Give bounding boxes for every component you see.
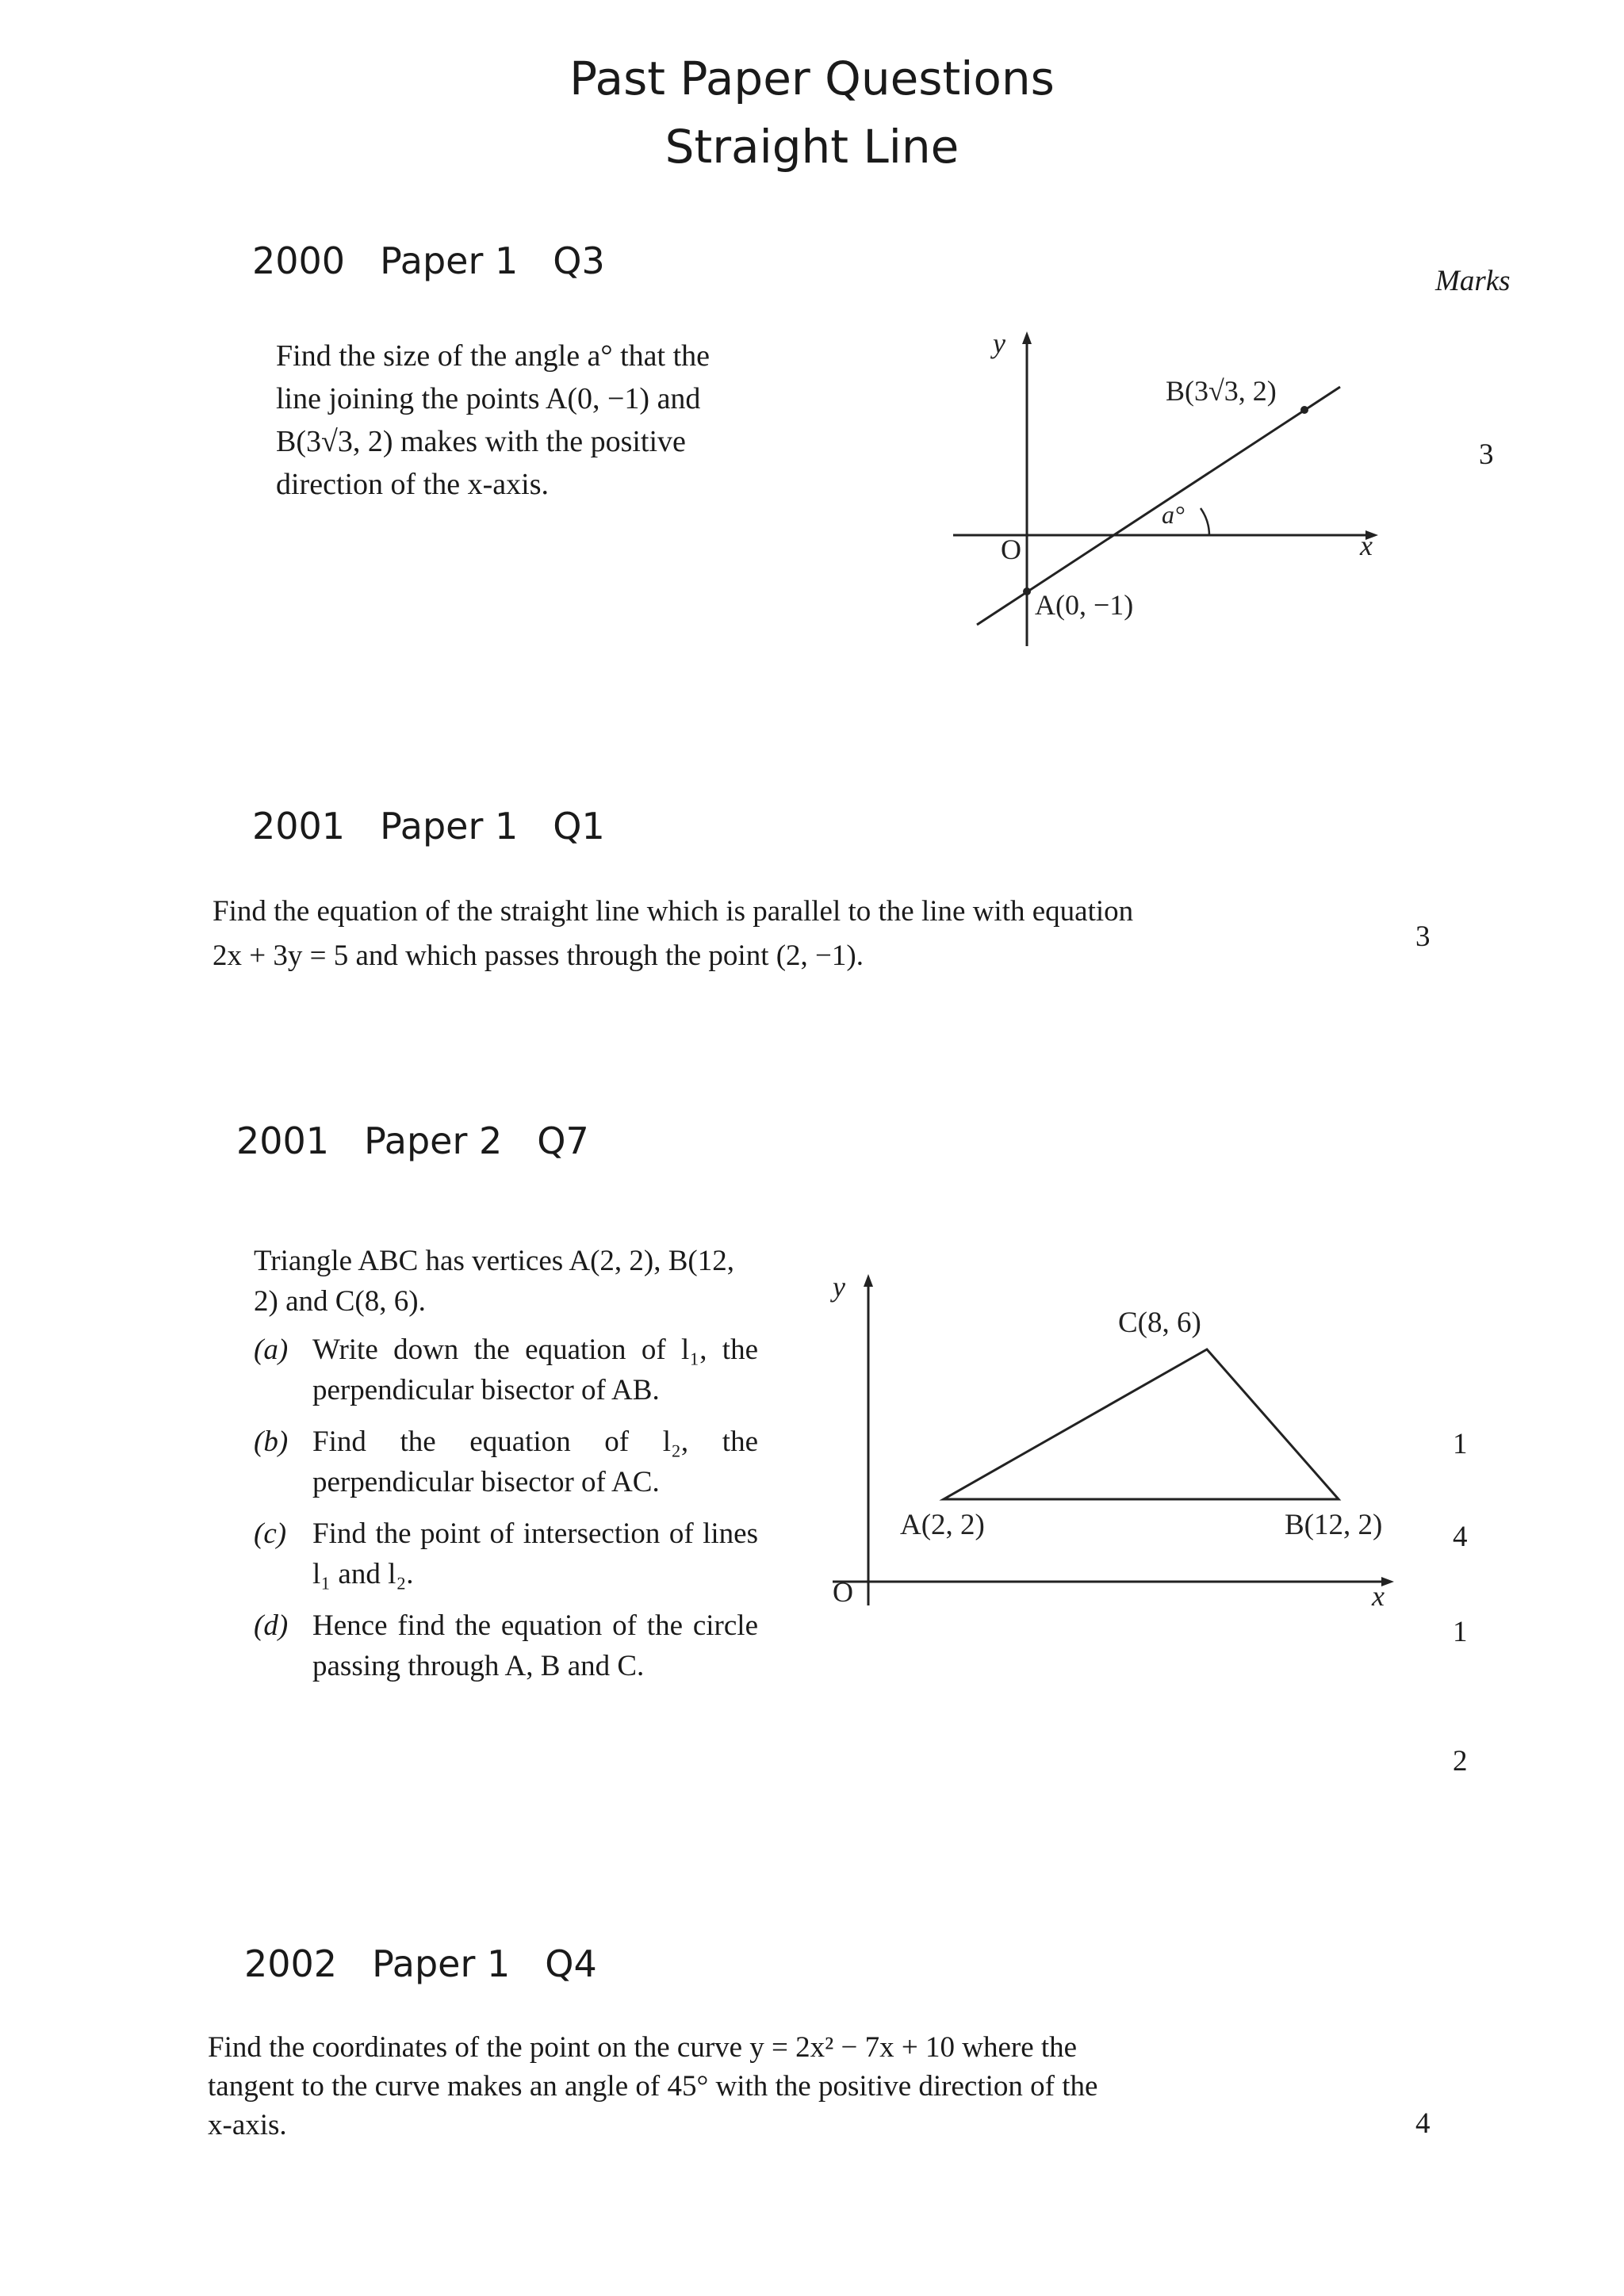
question-line: x-axis. [208, 2109, 287, 2141]
question-part [254, 1330, 758, 1410]
question-year: 2001 [252, 805, 346, 848]
question-part [254, 1513, 758, 1594]
question-line: B(3√3, 2) makes with the positive [276, 425, 686, 458]
question-line: tangent to the curve makes an angle of 45° with the positive direction of the [208, 2070, 1098, 2103]
triangle [944, 1349, 1339, 1499]
question-mark: 3 [1479, 438, 1494, 471]
title-line-2: Straight Line [665, 120, 959, 174]
point-c-label: C(8, 6) [1118, 1307, 1201, 1339]
question-text [213, 890, 1386, 978]
question-number: Q3 [553, 239, 605, 282]
question-mark: 3 [1415, 920, 1431, 953]
question-part [254, 1422, 758, 1502]
question-paper: Paper 1 [372, 1942, 511, 1985]
question-line: line joining the points A(0, −1) and [276, 382, 701, 415]
angle-arc [1201, 508, 1209, 535]
point-b-label: B(3√3, 2) [1166, 375, 1277, 407]
question-number: Q7 [537, 1119, 589, 1162]
part-mark: 2 [1453, 1745, 1468, 1777]
question-year: 2002 [244, 1942, 338, 1985]
question-text [208, 2028, 1381, 2145]
point-a-label: A(2, 2) [900, 1509, 985, 1541]
angle-label: a° [1162, 500, 1185, 529]
question-text [276, 335, 815, 506]
title-line-1: Past Paper Questions [569, 52, 1055, 105]
question-year: 2000 [252, 239, 346, 282]
question-number: Q4 [545, 1942, 597, 1985]
part-mark: 1 [1453, 1616, 1468, 1648]
question-paper: Paper 2 [364, 1119, 503, 1162]
point-a-label: A(0, −1) [1035, 589, 1134, 621]
point-b [1300, 406, 1308, 414]
part-text: Write down the equation of l₁, the perpendicular bisector of AB. [312, 1334, 758, 1406]
question-line: Find the size of the angle a° that the [276, 339, 710, 373]
line-ab [977, 387, 1340, 625]
question-year: 2001 [236, 1119, 330, 1162]
x-axis-label: x [1360, 530, 1373, 561]
part-label: (c) [254, 1517, 287, 1550]
origin-label: O [833, 1576, 853, 1608]
point-a [1023, 587, 1031, 595]
question-line: Find the coordinates of the point on the curve y = 2x² − 7x + 10 where the [208, 2031, 1078, 2064]
page-title [0, 44, 1624, 181]
question-number: Q1 [553, 805, 605, 848]
part-label: (b) [254, 1425, 289, 1458]
question-heading [252, 239, 640, 282]
y-axis-label: y [833, 1271, 845, 1303]
diagram-triangle-abc [817, 1253, 1419, 1617]
part-mark: 1 [1453, 1428, 1468, 1460]
part-label: (a) [254, 1334, 289, 1366]
question-line: direction of the x-axis. [276, 468, 550, 501]
question-paper: Paper 1 [380, 805, 519, 848]
part-text: Find the equation of l₂, the perpendicular bisector of AC. [312, 1425, 758, 1498]
question-line: 2x + 3y = 5 and which passes through the point (2, −1). [213, 939, 864, 972]
question-heading [244, 1942, 632, 1985]
question-part [254, 1605, 758, 1686]
question-mark: 4 [1415, 2107, 1431, 2140]
y-axis-arrow [864, 1274, 873, 1287]
y-axis-label: y [993, 327, 1005, 359]
x-axis-label: x [1372, 1580, 1385, 1612]
marks-header: Marks [1435, 265, 1511, 297]
question-text [254, 1241, 758, 1697]
question-line: Find the equation of the straight line which is parallel to the line with equation [213, 895, 1134, 928]
part-mark: 4 [1453, 1521, 1468, 1553]
part-label: (d) [254, 1609, 289, 1642]
question-intro: Triangle ABC has vertices A(2, 2), B(12, 2) and C(8, 6). [254, 1245, 735, 1318]
diagram-line-ab [936, 317, 1411, 666]
part-text: Hence find the equation of the circle passing through A, B and C. [312, 1609, 758, 1682]
point-b-label: B(12, 2) [1285, 1509, 1383, 1541]
y-axis-arrow [1022, 331, 1032, 344]
origin-label: O [1001, 534, 1021, 565]
part-text: Find the point of intersection of lines l₁ and l₂. [312, 1517, 758, 1590]
question-paper: Paper 1 [380, 239, 519, 282]
question-heading [236, 1119, 624, 1162]
question-heading [252, 805, 640, 848]
